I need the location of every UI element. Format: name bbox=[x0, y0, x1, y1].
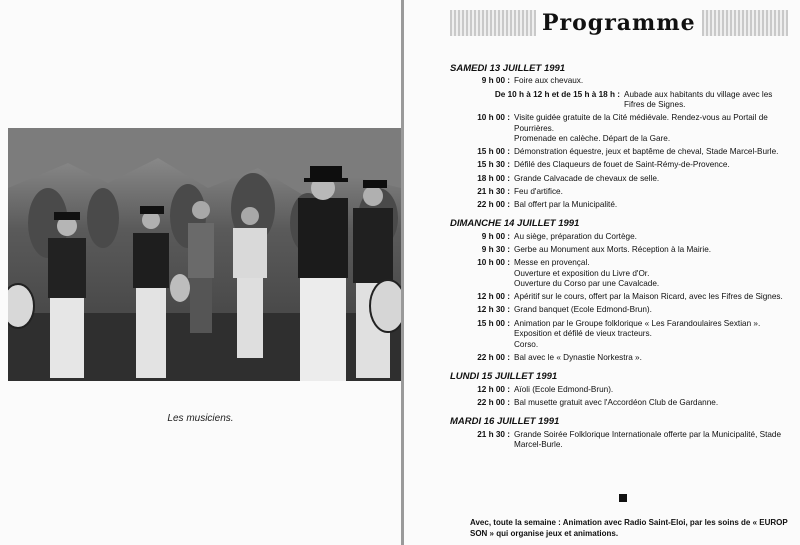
event-description bbox=[514, 398, 795, 408]
event-time: 15 h 00 : bbox=[477, 318, 510, 328]
event-line: Aubade aux habitants du village avec les Fifres de Signes. bbox=[624, 89, 773, 110]
event-description bbox=[514, 292, 795, 302]
event-time: 9 h 30 : bbox=[481, 245, 510, 255]
event-line: Visite guidée gratuite de la Cité médiévale. Rendez-vous au Portail de Pourrières. bbox=[514, 113, 768, 133]
event-line: Exposition et défilé de vieux tracteurs. bbox=[514, 329, 652, 339]
event-row bbox=[450, 174, 795, 184]
event-time: 22 h 00 : bbox=[477, 200, 510, 210]
event-line: Bal musette gratuit avec l'Accordéon Club de Gardanne. bbox=[514, 397, 719, 407]
event-description bbox=[624, 90, 795, 111]
event-description bbox=[514, 187, 795, 197]
day-heading: LUNDI 15 JUILLET 1991 bbox=[450, 371, 558, 383]
event-time: 21 h 30 : bbox=[477, 186, 510, 196]
event-description bbox=[514, 200, 795, 210]
event-description bbox=[514, 113, 795, 144]
event-description bbox=[514, 174, 795, 184]
event-row bbox=[450, 232, 795, 242]
event-time: 10 h 00 : bbox=[477, 258, 510, 268]
day-heading: SAMEDI 13 JUILLET 1991 bbox=[450, 63, 566, 74]
event-row bbox=[450, 76, 795, 86]
day-section bbox=[450, 219, 795, 363]
page-title: Programme bbox=[536, 8, 702, 38]
event-description bbox=[514, 160, 795, 170]
event-line: Apéritif sur le cours, offert par la Maison Ricard, avec les Fifres de Signes. bbox=[514, 292, 783, 302]
event-description bbox=[514, 147, 795, 157]
event-time: De 10 h à 12 h et de 15 h à 18 h : bbox=[494, 89, 620, 99]
event-line: Bal offert par la Municipalité. bbox=[514, 200, 618, 210]
event-line: Corso. bbox=[514, 339, 539, 349]
event-row bbox=[450, 305, 795, 315]
event-line: Feu d'artifice. bbox=[514, 186, 563, 196]
event-time: 12 h 00 : bbox=[477, 292, 510, 302]
event-row bbox=[450, 385, 795, 395]
day-section bbox=[450, 64, 795, 210]
event-description bbox=[514, 76, 795, 86]
event-row bbox=[450, 319, 795, 350]
footer-note: Avec, toute la semaine : Animation avec Radio Saint-Eloi, par les soins de « EUROP SON » qui organise jeux et animations. bbox=[470, 518, 788, 538]
end-square bbox=[619, 494, 627, 502]
event-time: 9 h 00 : bbox=[481, 231, 510, 241]
event-row bbox=[450, 90, 795, 111]
event-row bbox=[450, 113, 795, 144]
event-row bbox=[450, 200, 795, 210]
schedule bbox=[450, 64, 795, 459]
event-line: Gerbe au Monument aux Morts. Réception à la Mairie. bbox=[514, 245, 712, 255]
event-description bbox=[514, 245, 795, 255]
event-line: Grande Calvacade de chevaux de selle. bbox=[514, 173, 660, 183]
day-heading: DIMANCHE 14 JUILLET 1991 bbox=[450, 218, 580, 230]
day-heading: MARDI 16 JUILLET 1991 bbox=[450, 416, 560, 428]
event-description bbox=[514, 305, 795, 315]
photo-caption: Les musiciens. bbox=[167, 413, 234, 424]
event-line: Démonstration équestre, jeux et baptême de cheval, Stade Marcel-Burle. bbox=[514, 147, 779, 157]
event-description bbox=[514, 353, 795, 363]
event-line: Ouverture et exposition du Livre d'Or. bbox=[514, 268, 650, 278]
event-line: Foire aux chevaux. bbox=[514, 76, 584, 86]
event-time: 15 h 00 : bbox=[477, 147, 510, 157]
event-line: Défilé des Claqueurs de fouet de Saint-Rémy-de-Provence. bbox=[514, 160, 730, 170]
musicians-photo bbox=[8, 128, 401, 381]
event-time: 12 h 00 : bbox=[477, 384, 510, 394]
event-line: Grand banquet (Ecole Edmond-Brun). bbox=[514, 305, 652, 315]
event-time: 18 h 00 : bbox=[477, 173, 510, 183]
event-time: 22 h 00 : bbox=[477, 397, 510, 407]
event-row bbox=[450, 258, 795, 289]
event-line: Bal avec le « Dynastie Norkestra ». bbox=[514, 352, 642, 362]
event-line: Promenade en calèche. Départ de la Gare. bbox=[514, 134, 671, 144]
day-section bbox=[450, 372, 795, 408]
event-row bbox=[450, 160, 795, 170]
event-time: 10 h 00 : bbox=[477, 113, 510, 123]
event-row bbox=[450, 398, 795, 408]
event-row bbox=[450, 187, 795, 197]
event-line: Grande Soirée Folklorique Internationale offerte par la Municipalité, Stade Marcel-Burle. bbox=[514, 429, 782, 449]
event-row bbox=[450, 292, 795, 302]
event-line: Au siège, préparation du Cortège. bbox=[514, 231, 637, 241]
event-row bbox=[450, 430, 795, 451]
event-line: Messe en provençal. bbox=[514, 258, 590, 268]
event-description bbox=[514, 258, 795, 289]
day-section bbox=[450, 417, 795, 450]
event-line: Aïoli (Ecole Edmond-Brun). bbox=[514, 384, 614, 394]
event-row bbox=[450, 353, 795, 363]
event-row bbox=[450, 147, 795, 157]
event-line: Ouverture du Corso par une Cavalcade. bbox=[514, 279, 660, 289]
event-description bbox=[514, 430, 795, 451]
event-description bbox=[514, 385, 795, 395]
event-row bbox=[450, 245, 795, 255]
event-time: 22 h 00 : bbox=[477, 352, 510, 362]
event-time: 12 h 30 : bbox=[477, 305, 510, 315]
event-time: 15 h 30 : bbox=[477, 160, 510, 170]
event-description bbox=[514, 232, 795, 242]
event-description bbox=[514, 319, 795, 350]
event-line: Animation par le Groupe folklorique « Les Farandoulaires Sextian ». bbox=[514, 318, 761, 328]
event-time: 9 h 00 : bbox=[481, 76, 510, 86]
event-time: 21 h 30 : bbox=[477, 429, 510, 439]
